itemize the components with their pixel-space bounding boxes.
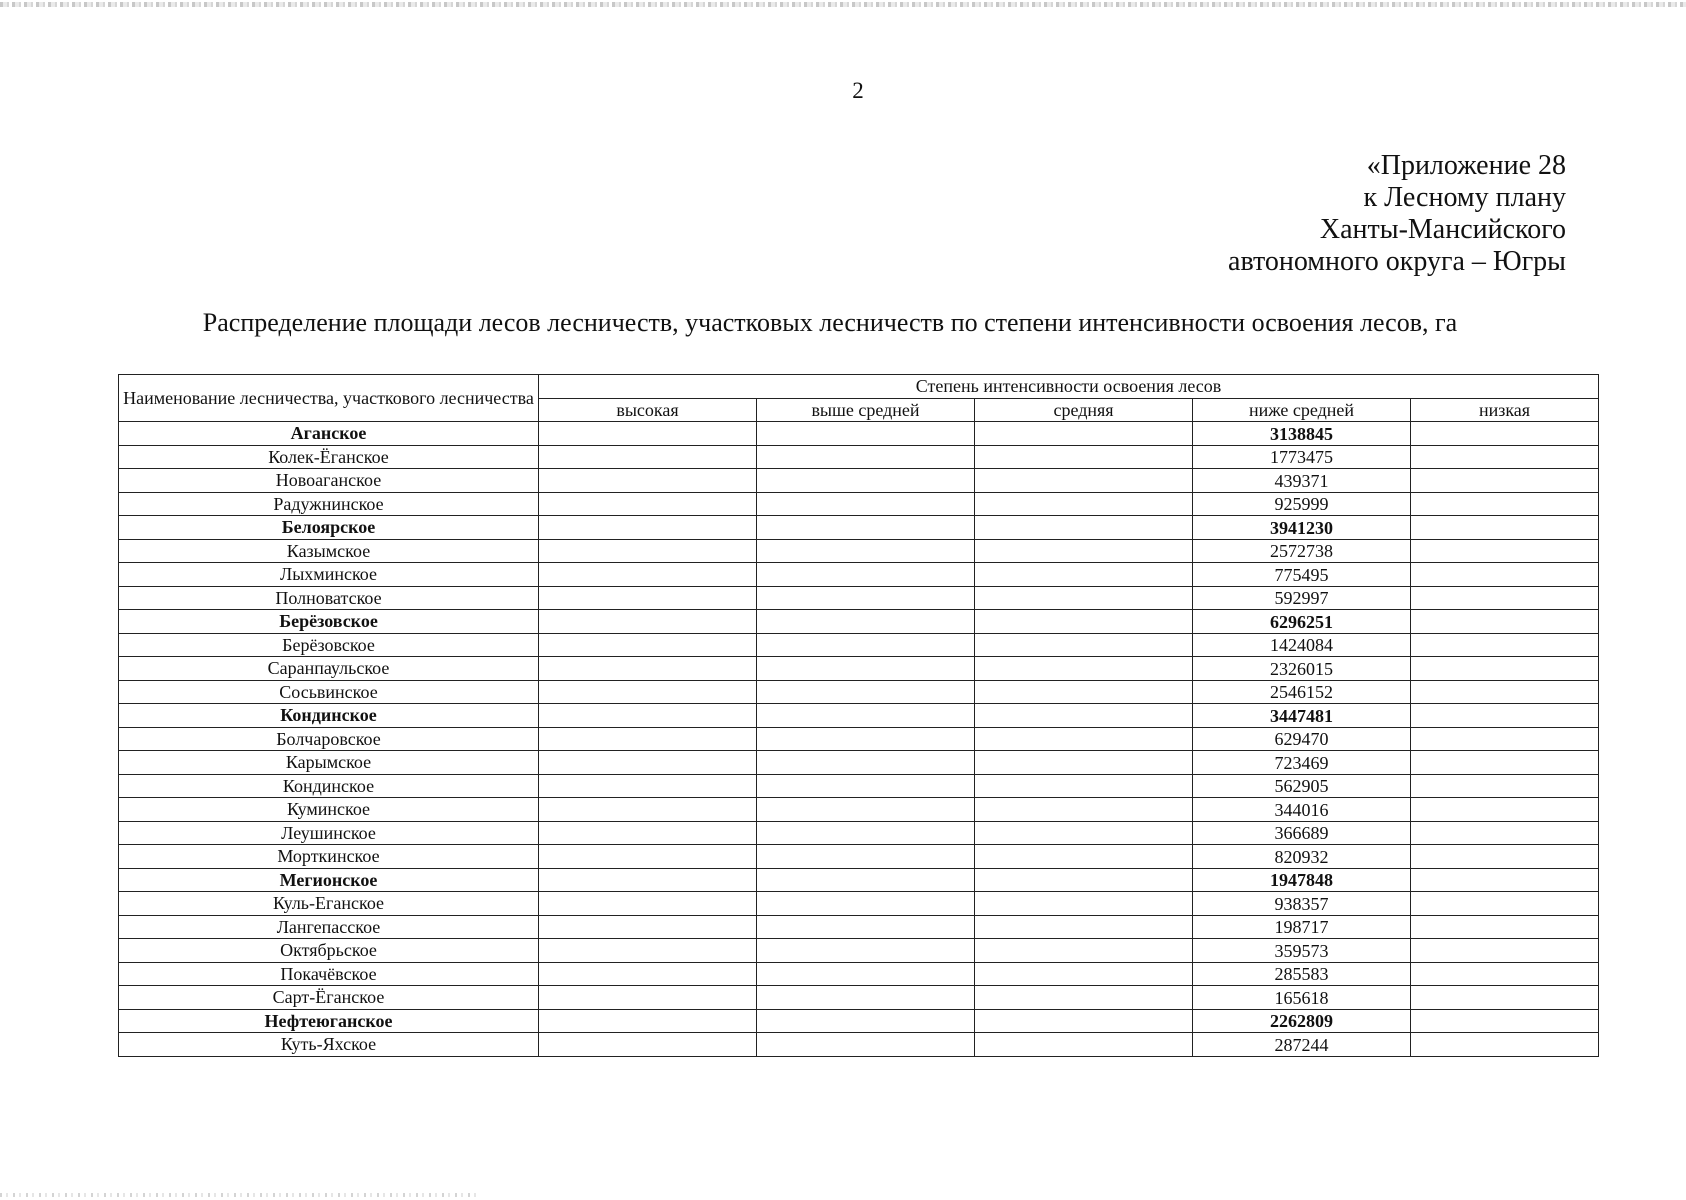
value-cell-low	[1411, 962, 1599, 986]
value-cell-below-average: 3447481	[1193, 704, 1411, 728]
value-cell-low	[1411, 1009, 1599, 1033]
value-cell-average	[975, 1009, 1193, 1033]
value-cell-high	[539, 1009, 757, 1033]
value-cell-high	[539, 492, 757, 516]
intensity-group-header: Степень интенсивности освоения лесов	[539, 375, 1599, 399]
value-cell-below-average: 3941230	[1193, 516, 1411, 540]
value-cell-average	[975, 868, 1193, 892]
table-row	[119, 657, 1599, 681]
value-cell-average	[975, 727, 1193, 751]
value-cell-above-average	[757, 469, 975, 493]
value-cell-high	[539, 751, 757, 775]
value-cell-above-average	[757, 633, 975, 657]
value-cell-low	[1411, 516, 1599, 540]
value-cell-high	[539, 680, 757, 704]
value-cell-high	[539, 539, 757, 563]
value-cell-below-average: 2326015	[1193, 657, 1411, 681]
table-row	[119, 469, 1599, 493]
value-cell-high	[539, 610, 757, 634]
value-cell-above-average	[757, 798, 975, 822]
forestry-name-cell: Мегионское	[119, 868, 539, 892]
value-cell-average	[975, 798, 1193, 822]
document-title: Распределение площади лесов лесничеств, участковых лесничеств по степени интенсивности освоения лесов, га	[202, 308, 1458, 337]
value-cell-average	[975, 962, 1193, 986]
value-cell-high	[539, 516, 757, 540]
forestry-total-row	[119, 1009, 1599, 1033]
value-cell-average	[975, 680, 1193, 704]
forestry-name-cell: Куть-Яхское	[119, 1033, 539, 1057]
value-cell-low	[1411, 868, 1599, 892]
value-cell-average	[975, 633, 1193, 657]
value-cell-high	[539, 633, 757, 657]
value-cell-above-average	[757, 939, 975, 963]
value-cell-high	[539, 798, 757, 822]
table-row	[119, 492, 1599, 516]
forestry-name-cell: Куминское	[119, 798, 539, 822]
forestry-name-cell: Кондинское	[119, 704, 539, 728]
table-body	[119, 422, 1599, 1057]
value-cell-below-average: 285583	[1193, 962, 1411, 986]
value-cell-below-average: 2262809	[1193, 1009, 1411, 1033]
value-cell-average	[975, 586, 1193, 610]
table-row	[119, 821, 1599, 845]
forestry-name-cell: Казымское	[119, 539, 539, 563]
value-cell-below-average: 2546152	[1193, 680, 1411, 704]
forestry-name-cell: Саранпаульское	[119, 657, 539, 681]
value-cell-low	[1411, 539, 1599, 563]
value-cell-high	[539, 774, 757, 798]
value-cell-below-average: 562905	[1193, 774, 1411, 798]
forestry-name-cell: Октябрьское	[119, 939, 539, 963]
value-cell-average	[975, 516, 1193, 540]
value-cell-above-average	[757, 1033, 975, 1057]
forestry-name-cell: Берёзовское	[119, 610, 539, 634]
value-cell-average	[975, 469, 1193, 493]
value-cell-above-average	[757, 892, 975, 916]
value-cell-above-average	[757, 586, 975, 610]
column-header-average: средняя	[975, 398, 1193, 422]
table-row	[119, 892, 1599, 916]
appendix-line: «Приложение 28	[1366, 150, 1566, 181]
value-cell-average	[975, 821, 1193, 845]
forestry-name-cell: Болчаровское	[119, 727, 539, 751]
value-cell-below-average: 165618	[1193, 986, 1411, 1010]
table-row	[119, 1033, 1599, 1057]
value-cell-low	[1411, 469, 1599, 493]
value-cell-low	[1411, 915, 1599, 939]
table-row	[119, 680, 1599, 704]
value-cell-high	[539, 727, 757, 751]
table-row	[119, 774, 1599, 798]
value-cell-high	[539, 657, 757, 681]
forestry-total-row	[119, 868, 1599, 892]
forestry-total-row	[119, 516, 1599, 540]
table-row	[119, 915, 1599, 939]
value-cell-high	[539, 821, 757, 845]
value-cell-above-average	[757, 845, 975, 869]
value-cell-high	[539, 962, 757, 986]
value-cell-above-average	[757, 962, 975, 986]
value-cell-average	[975, 657, 1193, 681]
table-row	[119, 751, 1599, 775]
value-cell-low	[1411, 751, 1599, 775]
value-cell-low	[1411, 798, 1599, 822]
value-cell-high	[539, 445, 757, 469]
value-cell-high	[539, 915, 757, 939]
value-cell-high	[539, 704, 757, 728]
value-cell-above-average	[757, 1009, 975, 1033]
value-cell-average	[975, 915, 1193, 939]
name-column-header: Наименование лесничества, участкового лесничества	[119, 375, 539, 422]
value-cell-high	[539, 563, 757, 587]
value-cell-low	[1411, 774, 1599, 798]
value-cell-above-average	[757, 986, 975, 1010]
forestry-name-cell: Радужнинское	[119, 492, 539, 516]
value-cell-high	[539, 586, 757, 610]
value-cell-high	[539, 1033, 757, 1057]
forestry-name-cell: Покачёвское	[119, 962, 539, 986]
page-number: 2	[852, 78, 864, 103]
value-cell-above-average	[757, 445, 975, 469]
value-cell-above-average	[757, 821, 975, 845]
value-cell-above-average	[757, 657, 975, 681]
value-cell-average	[975, 610, 1193, 634]
value-cell-above-average	[757, 610, 975, 634]
value-cell-average	[975, 892, 1193, 916]
value-cell-above-average	[757, 868, 975, 892]
value-cell-below-average: 2572738	[1193, 539, 1411, 563]
value-cell-high	[539, 986, 757, 1010]
appendix-reference	[1228, 150, 1566, 278]
value-cell-below-average: 439371	[1193, 469, 1411, 493]
value-cell-average	[975, 939, 1193, 963]
column-header-below-average: ниже средней	[1193, 398, 1411, 422]
value-cell-below-average: 6296251	[1193, 610, 1411, 634]
table-row	[119, 727, 1599, 751]
column-header-low: низкая	[1411, 398, 1599, 422]
value-cell-low	[1411, 892, 1599, 916]
value-cell-low	[1411, 704, 1599, 728]
forestry-name-cell: Колек-Ёганское	[119, 445, 539, 469]
column-header-above-average: выше средней	[757, 398, 975, 422]
value-cell-low	[1411, 445, 1599, 469]
table-row	[119, 986, 1599, 1010]
value-cell-low	[1411, 422, 1599, 446]
forestry-name-cell: Морткинское	[119, 845, 539, 869]
value-cell-below-average: 775495	[1193, 563, 1411, 587]
value-cell-above-average	[757, 727, 975, 751]
value-cell-above-average	[757, 915, 975, 939]
value-cell-high	[539, 868, 757, 892]
value-cell-above-average	[757, 492, 975, 516]
value-cell-above-average	[757, 539, 975, 563]
value-cell-low	[1411, 610, 1599, 634]
forestry-name-cell: Кондинское	[119, 774, 539, 798]
table-row	[119, 586, 1599, 610]
value-cell-low	[1411, 586, 1599, 610]
value-cell-average	[975, 563, 1193, 587]
value-cell-high	[539, 892, 757, 916]
value-cell-average	[975, 704, 1193, 728]
forestry-name-cell: Сарт-Ёганское	[119, 986, 539, 1010]
appendix-line: Ханты-Мансийского	[1319, 214, 1566, 245]
value-cell-high	[539, 469, 757, 493]
forestry-name-cell: Нефтеюганское	[119, 1009, 539, 1033]
value-cell-below-average: 287244	[1193, 1033, 1411, 1057]
value-cell-average	[975, 986, 1193, 1010]
value-cell-below-average: 592997	[1193, 586, 1411, 610]
value-cell-average	[975, 845, 1193, 869]
forestry-name-cell: Белоярское	[119, 516, 539, 540]
scan-edge-bottom	[0, 1193, 480, 1197]
value-cell-below-average: 3138845	[1193, 422, 1411, 446]
value-cell-low	[1411, 563, 1599, 587]
forestry-name-cell: Леушинское	[119, 821, 539, 845]
value-cell-below-average: 938357	[1193, 892, 1411, 916]
value-cell-high	[539, 845, 757, 869]
forestry-total-row	[119, 610, 1599, 634]
forestry-total-row	[119, 704, 1599, 728]
value-cell-below-average: 198717	[1193, 915, 1411, 939]
column-header-high: высокая	[539, 398, 757, 422]
value-cell-average	[975, 774, 1193, 798]
forestry-name-cell: Аганское	[119, 422, 539, 446]
value-cell-above-average	[757, 516, 975, 540]
forestry-name-cell: Берёзовское	[119, 633, 539, 657]
value-cell-low	[1411, 633, 1599, 657]
value-cell-high	[539, 422, 757, 446]
value-cell-low	[1411, 657, 1599, 681]
value-cell-above-average	[757, 422, 975, 446]
table-row	[119, 845, 1599, 869]
forestry-name-cell: Новоаганское	[119, 469, 539, 493]
value-cell-below-average: 820932	[1193, 845, 1411, 869]
value-cell-below-average: 723469	[1193, 751, 1411, 775]
forestry-name-cell: Карымское	[119, 751, 539, 775]
value-cell-below-average: 629470	[1193, 727, 1411, 751]
value-cell-average	[975, 1033, 1193, 1057]
table-row	[119, 563, 1599, 587]
table-row	[119, 798, 1599, 822]
value-cell-low	[1411, 845, 1599, 869]
table-row	[119, 539, 1599, 563]
value-cell-average	[975, 422, 1193, 446]
appendix-line: автономного округа – Югры	[1228, 246, 1566, 277]
value-cell-low	[1411, 727, 1599, 751]
value-cell-below-average: 359573	[1193, 939, 1411, 963]
value-cell-below-average: 344016	[1193, 798, 1411, 822]
forestry-name-cell: Лыхминское	[119, 563, 539, 587]
value-cell-low	[1411, 821, 1599, 845]
value-cell-below-average: 925999	[1193, 492, 1411, 516]
value-cell-below-average: 1773475	[1193, 445, 1411, 469]
value-cell-average	[975, 445, 1193, 469]
value-cell-above-average	[757, 563, 975, 587]
value-cell-average	[975, 751, 1193, 775]
appendix-line: к Лесному плану	[1363, 182, 1566, 213]
value-cell-average	[975, 539, 1193, 563]
value-cell-below-average: 366689	[1193, 821, 1411, 845]
forestry-name-cell: Лангепасское	[119, 915, 539, 939]
value-cell-low	[1411, 680, 1599, 704]
forestry-name-cell: Сосьвинское	[119, 680, 539, 704]
scan-edge-top	[0, 2, 1686, 7]
forestry-name-cell: Полноватское	[119, 586, 539, 610]
value-cell-high	[539, 939, 757, 963]
value-cell-below-average: 1424084	[1193, 633, 1411, 657]
table-row	[119, 962, 1599, 986]
value-cell-average	[975, 492, 1193, 516]
forest-distribution-table	[118, 374, 1599, 1057]
value-cell-below-average: 1947848	[1193, 868, 1411, 892]
value-cell-above-average	[757, 680, 975, 704]
forestry-name-cell: Куль-Еганское	[119, 892, 539, 916]
table-row	[119, 445, 1599, 469]
value-cell-low	[1411, 986, 1599, 1010]
value-cell-low	[1411, 1033, 1599, 1057]
value-cell-low	[1411, 939, 1599, 963]
value-cell-above-average	[757, 751, 975, 775]
table-row	[119, 633, 1599, 657]
value-cell-above-average	[757, 704, 975, 728]
forestry-total-row	[119, 422, 1599, 446]
table-row	[119, 939, 1599, 963]
value-cell-above-average	[757, 774, 975, 798]
value-cell-low	[1411, 492, 1599, 516]
